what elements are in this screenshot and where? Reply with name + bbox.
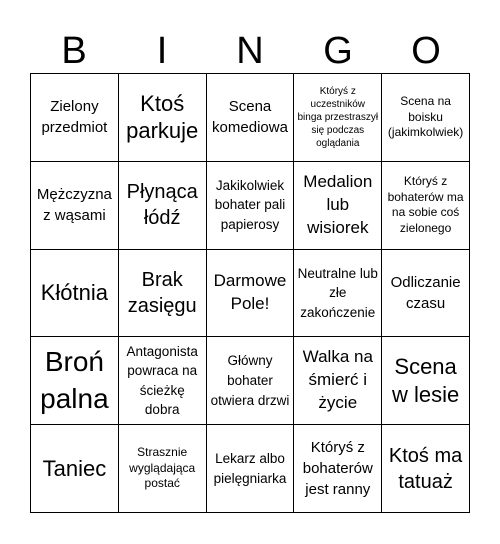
cell-text: Któryś z bohaterów ma na sobie coś zielonego (387, 174, 464, 235)
bingo-cell[interactable] (119, 74, 207, 162)
bingo-cell[interactable] (119, 162, 207, 250)
cell-text: Płynąca łódź (126, 181, 198, 230)
header-letter-g: G (323, 30, 353, 72)
bingo-cell[interactable] (31, 337, 119, 425)
bingo-cell[interactable] (382, 74, 470, 162)
bingo-cell[interactable] (294, 337, 382, 425)
bingo-grid (30, 73, 470, 513)
bingo-cell[interactable] (382, 162, 470, 250)
cell-text: Scena w lesie (391, 354, 460, 407)
cell-text: Mężczyzna z wąsami (36, 186, 112, 225)
bingo-cell[interactable] (207, 162, 295, 250)
cell-text: Neutralne lub złe zakończenie (297, 265, 378, 320)
cell-text: Strasznie wyglądająca postać (129, 445, 196, 491)
cell-text: Brak zasięgu (127, 268, 197, 317)
bingo-cell[interactable] (294, 250, 382, 338)
bingo-cell[interactable] (207, 425, 295, 513)
cell-text: Któryś z bohaterów jest ranny (302, 439, 373, 499)
bingo-cell free-space[interactable] (207, 250, 295, 338)
bingo-cell[interactable] (119, 250, 207, 338)
cell-text: Lekarz albo pielęgniarka (213, 451, 287, 486)
cell-text: Scena na boisku (jakimkolwiek) (387, 94, 464, 140)
bingo-cell[interactable] (31, 74, 119, 162)
bingo-cell[interactable] (119, 337, 207, 425)
cell-text: Któryś z uczestników binga przestraszył się podczas oglądania (297, 85, 379, 149)
bingo-cell[interactable] (382, 337, 470, 425)
bingo-header (30, 28, 470, 74)
cell-text: Ktoś parkuje (126, 90, 199, 144)
header-letter-n: N (236, 30, 264, 72)
cell-text: Walka na śmierć i życie (302, 347, 373, 413)
cell-text: Kłótnia (40, 280, 109, 306)
bingo-cell[interactable] (294, 162, 382, 250)
free-space-text: Darmowe Pole! (213, 271, 287, 313)
cell-text: Antagonista powraca na ścieżkę dobra (126, 343, 198, 418)
cell-text: Scena komediowa (212, 98, 288, 137)
cell-text: Odliczanie czasu (390, 273, 461, 312)
bingo-cell[interactable] (31, 162, 119, 250)
bingo-cell[interactable] (119, 425, 207, 513)
cell-text: Taniec (42, 455, 107, 481)
header-letter-b: B (61, 30, 87, 72)
bingo-cell[interactable] (294, 74, 382, 162)
cell-text: Ktoś ma tatuaż (388, 444, 463, 493)
bingo-cell[interactable] (207, 337, 295, 425)
bingo-cell[interactable] (31, 250, 119, 338)
bingo-cell[interactable] (382, 425, 470, 513)
bingo-cell[interactable] (207, 74, 295, 162)
header-letter-i: I (156, 30, 168, 72)
cell-text: Broń palna (40, 346, 109, 414)
bingo-cell[interactable] (31, 425, 119, 513)
header-letter-o: O (411, 30, 441, 72)
cell-text: Zielony przedmiot (41, 98, 108, 137)
cell-text: Jakikolwiek bohater pali papierosy (214, 177, 286, 232)
cell-text: Medalion lub wisiorek (303, 171, 373, 237)
bingo-cell[interactable] (382, 250, 470, 338)
bingo-cell[interactable] (294, 425, 382, 513)
cell-text: Główny bohater otwiera drzwi (210, 353, 290, 408)
